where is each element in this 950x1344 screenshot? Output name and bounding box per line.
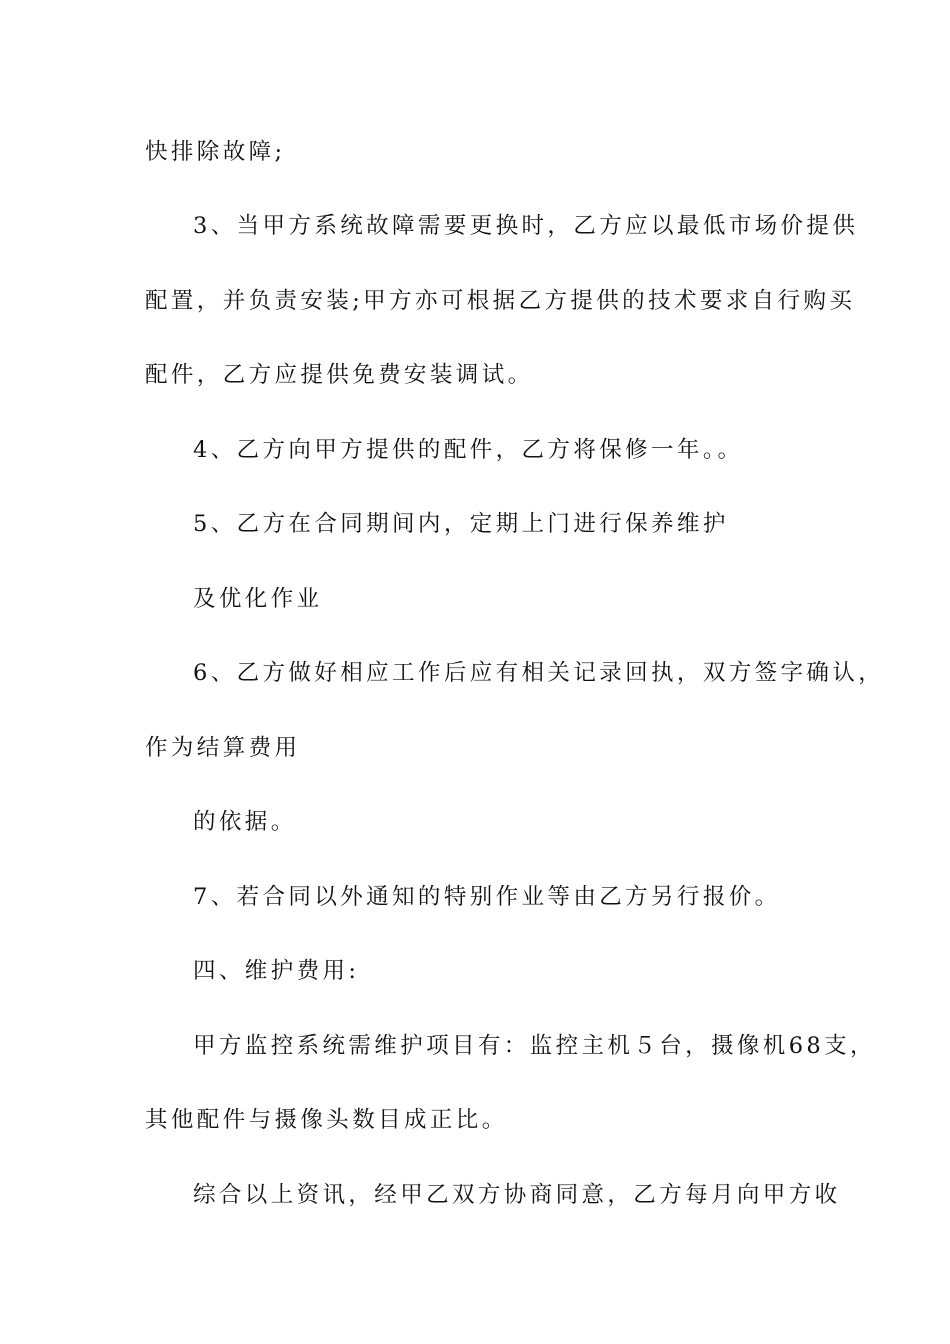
summary-paragraph-line-1: 综合以上资讯，经甲乙双方协商同意，乙方每月向甲方收 [193,1182,841,1208]
clause-3-line-1: 3、当甲方系统故障需要更换时，乙方应以最低市场价提供 [193,213,859,239]
text-line-continuation: 快排除故障; [145,139,286,165]
clause-6-line-3: 的依据。 [193,809,297,835]
fees-paragraph-line-1: 甲方监控系统需维护项目有：监控主机５台，摄像机68支， [193,1033,876,1059]
clause-7: 7、若合同以外通知的特别作业等由乙方另行报价。 [193,884,781,910]
clause-3-line-2: 配置，并负责安装;甲方亦可根据乙方提供的技术要求自行购买 [145,288,856,314]
section-heading-fees: 四、维护费用: [193,958,360,984]
clause-6-line-1: 6、乙方做好相应工作后应有相关记录回执，双方签字确认， [193,660,885,686]
clause-6-line-2: 作为结算费用 [145,735,301,761]
clause-4: 4、乙方向甲方提供的配件，乙方将保修一年。。 [193,437,744,463]
fees-paragraph-line-2: 其他配件与摄像头数目成正比。 [145,1107,508,1133]
clause-5-line-2: 及优化作业 [193,586,323,612]
clause-3-line-3: 配件，乙方应提供免费安装调试。 [145,362,534,388]
clause-5-line-1: 5、乙方在合同期间内，定期上门进行保养维护 [193,511,729,537]
